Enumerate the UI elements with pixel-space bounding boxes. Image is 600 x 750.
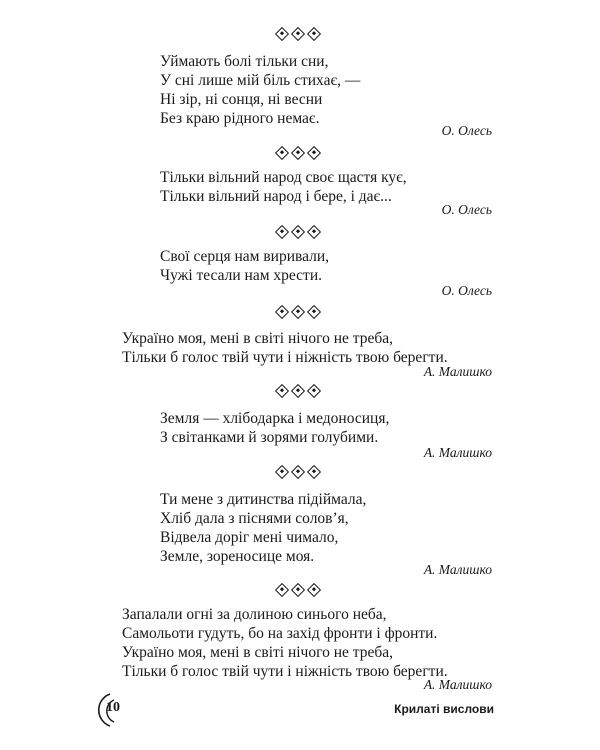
diamond-icon	[291, 225, 305, 239]
quote-author: О. Олесь	[441, 123, 492, 138]
quote-author: А. Малишко	[423, 364, 492, 379]
poem-line: Запалали огні за долиною синього неба,	[122, 606, 387, 623]
diamond-icon	[275, 583, 289, 597]
diamond-icon	[291, 305, 305, 319]
diamond-icon	[307, 583, 321, 597]
poem-line: Самольоти гудуть, бо на захід фронти і фронти.	[122, 625, 438, 642]
diamond-icon	[291, 465, 305, 479]
quote-author: А. Малишко	[423, 562, 492, 577]
poem-line: Тільки вільний народ своє щастя кує,	[160, 169, 407, 186]
quote-author: О. Олесь	[441, 283, 492, 298]
ornament-divider	[277, 148, 319, 158]
poem-line: Тільки вільний народ і бере, і дає...	[160, 188, 392, 205]
diamond-icon	[275, 146, 289, 160]
poem-line: Чужі тесали нам хрести.	[160, 267, 322, 284]
poem-line: З світанками й зорями голубими.	[160, 429, 379, 446]
diamond-icon	[291, 146, 305, 160]
poem-line: Уймають болі тільки сни,	[160, 53, 329, 70]
ornament-divider	[277, 585, 319, 595]
poem-line: Земле, зореносице моя.	[160, 548, 315, 565]
poem-line: Відвела доріг мені чимало,	[160, 529, 339, 546]
poem-stanza	[122, 329, 448, 367]
diamond-icon	[291, 27, 305, 41]
diamond-icon	[275, 465, 289, 479]
diamond-icon	[307, 27, 321, 41]
poem-line: Без краю рідного немає.	[160, 110, 320, 127]
poem-line: Україно моя, мені в світі нічого не треба,	[122, 644, 393, 661]
poem-line: Хліб дала з піснями солов’я,	[160, 510, 349, 527]
diamond-icon	[291, 384, 305, 398]
poem-stanza	[160, 247, 329, 285]
diamond-icon	[275, 305, 289, 319]
poem-line: Тільки б голос твій чути і ніжність твою берегти.	[122, 349, 448, 366]
ornament-divider	[277, 227, 319, 237]
diamond-icon	[307, 225, 321, 239]
diamond-icon	[307, 465, 321, 479]
poem-stanza	[160, 168, 407, 206]
page-number: 10	[106, 700, 120, 715]
poem-stanza	[160, 52, 360, 128]
poem-line: Україно моя, мені в світі нічого не треба,	[122, 330, 393, 347]
poem-line: Ти мене з дитинства підіймала,	[160, 491, 367, 508]
diamond-icon	[307, 384, 321, 398]
diamond-icon	[275, 27, 289, 41]
poem-line: Земля — хлібодарка і медоносиця,	[160, 410, 390, 427]
ornament-divider	[277, 386, 319, 396]
diamond-icon	[275, 384, 289, 398]
ornament-divider	[277, 467, 319, 477]
poem-line: Тільки б голос твій чути і ніжність твою берегти.	[122, 663, 448, 680]
poem-stanza	[160, 409, 389, 447]
quote-author: А. Малишко	[423, 677, 492, 692]
poem-line: Свої серця нам виривали,	[160, 248, 330, 265]
diamond-icon	[291, 583, 305, 597]
section-title: Крилаті вислови	[394, 702, 494, 716]
quote-author: О. Олесь	[441, 202, 492, 217]
poem-line: У сні лише мій біль стихає, —	[160, 72, 361, 89]
quote-author: А. Малишко	[423, 445, 492, 460]
poem-stanza	[160, 490, 366, 566]
diamond-icon	[275, 225, 289, 239]
poem-stanza	[122, 605, 448, 681]
diamond-icon	[307, 305, 321, 319]
poem-line: Ні зір, ні сонця, ні весни	[160, 91, 323, 108]
diamond-icon	[307, 146, 321, 160]
ornament-divider	[277, 29, 319, 39]
ornament-divider	[277, 307, 319, 317]
